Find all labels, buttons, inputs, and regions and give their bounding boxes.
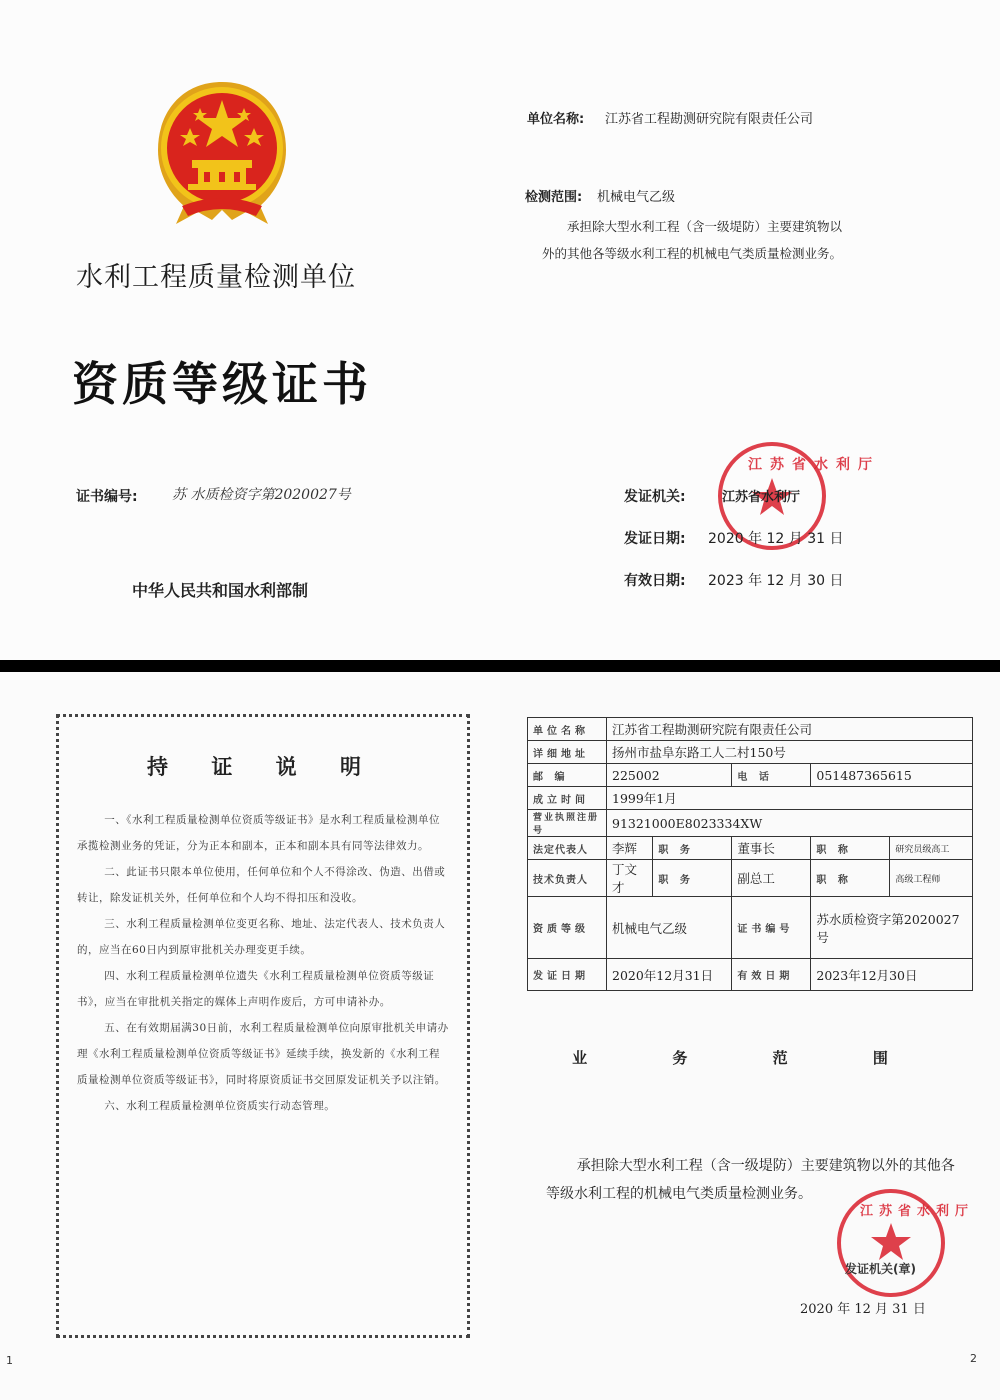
unit-info-page: [500, 672, 1000, 1400]
note-item: 二、此证书只限本单位使用，任何单位和个人不得涂改、伪造、出借或转让，除发证机关外，任何单位和个人均不得扣压和没收。: [77, 866, 446, 904]
page-number: 1: [6, 1354, 13, 1367]
notes-list: [77, 807, 449, 1119]
table-cell: 研究员级高工: [890, 837, 973, 860]
table-cell-label: 邮 编: [528, 764, 607, 787]
table-cell: 丁文才: [607, 860, 653, 897]
note-item: 三、水利工程质量检测单位变更名称、地址、法定代表人、技术负责人的，应当在60日内到原审批机关办理变更手续。: [77, 918, 446, 956]
table-row: [528, 897, 973, 959]
table-cell-label: 电 话: [732, 764, 811, 787]
table-cell-label: 营业执照注册号: [528, 810, 607, 837]
table-cell: 扬州市盐阜东路工人二村150号: [607, 741, 973, 764]
issue-date-value: 2020 年 12 月 31 日: [708, 531, 844, 547]
cert-number-label: 证书编号:: [76, 489, 138, 505]
note-item: 六、水利工程质量检测单位资质实行动态管理。: [104, 1100, 336, 1112]
table-cell: 江苏省工程勘测研究院有限责任公司: [607, 718, 973, 741]
table-cell: 高级工程师: [890, 860, 973, 897]
note-item: 一、《水利工程质量检测单位资质等级证书》是水利工程质量检测单位承揽检测业务的凭证，分为正本和副本，正本和副本具有同等法律效力。: [77, 814, 441, 852]
scope-label: 检测范围:: [525, 190, 583, 205]
table-cell-label: 有效日期: [732, 959, 811, 991]
table-cell: 225002: [607, 764, 732, 787]
certificate-type-heading: 水利工程质量检测单位: [76, 262, 356, 293]
certificate-cover-page: [0, 0, 1000, 660]
table-row: [528, 810, 973, 837]
table-row: [528, 787, 973, 810]
table-cell-label: 成立时间: [528, 787, 607, 810]
table-row: [528, 764, 973, 787]
table-cell-label: 发证日期: [528, 959, 607, 991]
table-cell: 051487365615: [811, 764, 973, 787]
issuing-ministry: 中华人民共和国水利部制: [132, 581, 309, 600]
note-item: 五、在有效期届满30日前，水利工程质量检测单位向原审批机关申请办理《水利工程质量检测单位资质等级证书》延续手续，换发新的《水利工程质量检测单位资质等级证书》，同时将原资质证书交回原发证机关予以注销。: [77, 1022, 449, 1086]
issuing-authority-value: 江苏省水利厅: [722, 490, 801, 505]
unit-name-value: 江苏省工程勘测研究院有限责任公司: [605, 112, 814, 127]
table-cell: 苏水质检资字第2020027号: [811, 897, 973, 959]
valid-until-value: 2023 年 12 月 30 日: [708, 573, 844, 589]
note-item: 四、水利工程质量检测单位遗失《水利工程质量检测单位资质等级证书》，应当在审批机关指定的媒体上声明作废后，方可申请补办。: [77, 970, 435, 1008]
table-cell: 李辉: [607, 837, 653, 860]
table-cell: 2023年12月30日: [811, 959, 973, 991]
table-row: [528, 718, 973, 741]
issuing-authority-label: 发证机关:: [624, 489, 686, 505]
table-cell-label: 职 务: [653, 860, 732, 897]
unit-info-table: [527, 717, 973, 991]
business-date: 2020 年 12 月 31 日: [800, 1302, 926, 1317]
table-cell-label: 职 务: [653, 837, 732, 860]
table-cell: 91321000E8023334XW: [607, 810, 973, 837]
table-cell-label: 资质等级: [528, 897, 607, 959]
certificate-title: 资质等级证书: [72, 357, 372, 411]
table-cell: 机械电气乙级: [607, 897, 732, 959]
cert-number-value: 苏 水质检资字第2020027号: [172, 487, 351, 503]
scope-value: 机械电气乙级: [597, 190, 676, 205]
scope-description: 承担除大型水利工程（含一级堤防）主要建筑物以外的其他各等级水利工程的机械电气类质量检测业务。: [542, 219, 843, 261]
table-row: [528, 959, 973, 991]
table-cell-label: 法定代表人: [528, 837, 607, 860]
holder-notes-page: [0, 672, 500, 1400]
seal-caption: 发证机关(章): [845, 1262, 916, 1276]
notes-frame: [56, 714, 470, 1338]
national-emblem-icon: [152, 78, 292, 228]
table-row: [528, 741, 973, 764]
table-cell-label: 详细地址: [528, 741, 607, 764]
valid-until-label: 有效日期:: [624, 573, 686, 589]
table-cell: 1999年1月: [607, 787, 973, 810]
table-cell-label: 技术负责人: [528, 860, 607, 897]
table-cell-label: 证书编号: [732, 897, 811, 959]
table-cell-label: 职 称: [811, 837, 890, 860]
business-scope-text: 承担除大型水利工程（含一级堤防）主要建筑物以外的其他各等级水利工程的机械电气类质量检测业务。: [546, 1158, 955, 1202]
table-cell-label: 职 称: [811, 860, 890, 897]
table-cell: 2020年12月31日: [607, 959, 732, 991]
business-scope-title: 业 务 范 围: [572, 1049, 928, 1067]
unit-name-label: 单位名称:: [527, 112, 585, 127]
notes-title: 持 证 说 明: [147, 755, 379, 779]
table-row: [528, 837, 973, 860]
table-cell-label: 单位名称: [528, 718, 607, 741]
page-number: 2: [970, 1352, 977, 1365]
table-row: [528, 860, 973, 897]
table-cell: 董事长: [732, 837, 811, 860]
table-cell: 副总工: [732, 860, 811, 897]
seal-ring-text: 江苏省水利厅: [748, 457, 880, 473]
seal-ring-text: 江苏省水利厅: [860, 1204, 975, 1219]
issue-date-label: 发证日期:: [624, 531, 686, 547]
